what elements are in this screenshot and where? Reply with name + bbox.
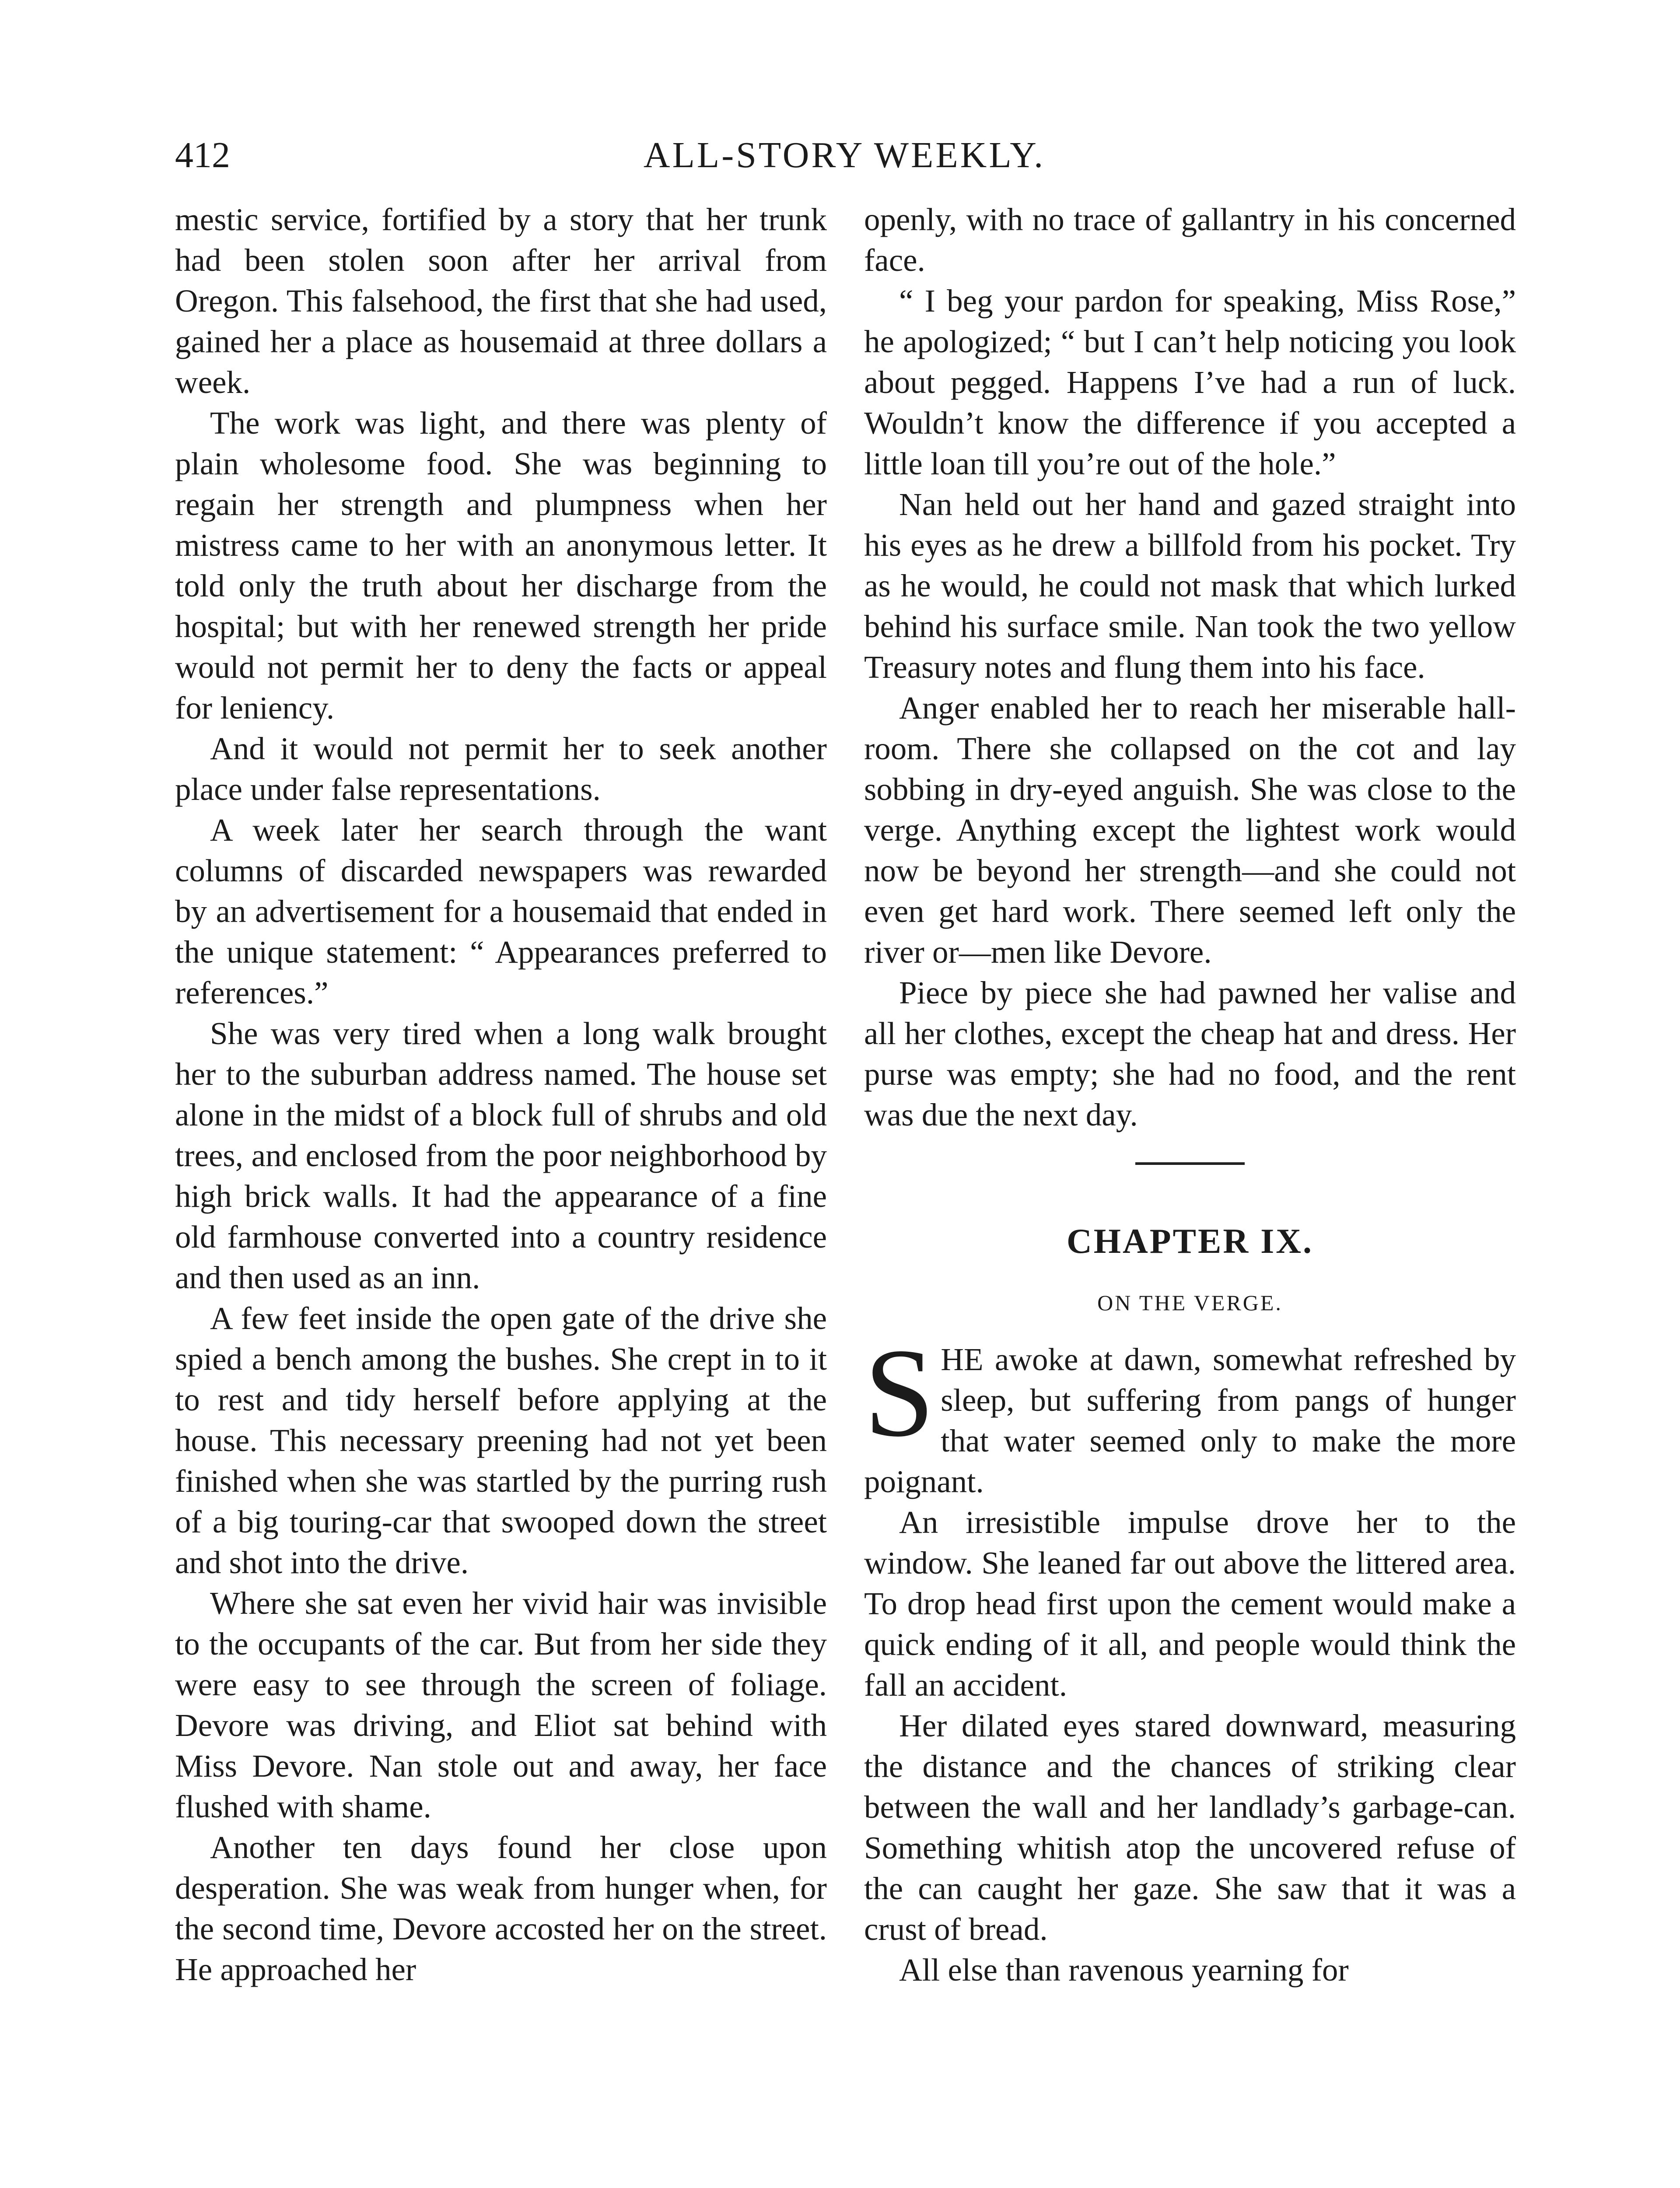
chapter-opening-paragraph [864,1322,1516,1502]
chapter-subtitle: ON THE VERGE. [1097,1290,1283,1315]
paragraph: “ I beg your pardon for speaking, Miss Rose,” he apologized; “ but I can’t help noticing you look about pegged. Happens I’ve had a run of luck. Wouldn’t know the difference if you accepted a little loan till you’re out of the hole.” [864,283,1516,481]
drop-cap: S [864,1322,935,1463]
paragraph: She was very tired when a long walk brought her to the suburban address named. The house set alone in the midst of a block full of shrubs and old trees, and enclosed from the poor neighborhood by high brick walls. It had the appearance of a fine old farmhouse converted into a country residence and then used as an inn. [175,1016,827,1295]
page-number: 412 [175,135,230,175]
running-title: ALL-STORY WEEKLY. [643,135,1046,175]
page-header [175,131,1514,179]
paragraph: The work was light, and there was plenty of plain wholesome food. She was beginning to regain her strength and plumpness when her mistress came to her with an anonymous letter. It told only the truth about her discharge from the hospital; but with her renewed strength her pride would not permit her to deny the facts or appeal for leniency. [175,405,827,726]
paragraph: Where she sat even her vivid hair was invisible to the occupants of the car. But from her side they were easy to see through the screen of foliage. Devore was driving, and Eliot sat behind with Miss Devore. Nan stole out and away, her face flushed with shame. [175,1585,827,1824]
paragraph: Anger enabled her to reach her miserable hall-room. There she collapsed on the cot and lay sobbing in dry-eyed anguish. She was close to the verge. Anything except the lightest work would now be beyond her strength—and she could not even get hard work. There seemed left only the river or—men like Devore. [864,690,1516,970]
paragraph: And it would not permit her to seek another place under false representations. [175,731,827,807]
paragraph: openly, with no trace of gallantry in his concerned face. [864,202,1516,278]
paragraph: Another ten days found her close upon desperation. She was weak from hunger when, for the second time, Devore accosted her on the street. He approached her [175,1830,827,1987]
opening-text: HE awoke at dawn, somewhat refreshed by sleep, but suffering from pangs of hunger that water seemed only to make the more poignant. [864,1342,1516,1499]
left-column [175,199,827,1990]
paragraph: A week later her search through the want columns of discarded newspapers was rewarded by an advertisement for a housemaid that ended in the unique statement: “ Appearances preferred to references.” [175,812,827,1010]
paragraph: Piece by piece she had pawned her valise and all her clothes, except the cheap hat and dress. Her purse was empty; she had no food, and the rent was due the next day. [864,975,1516,1133]
chapter-title: CHAPTER IX. [1066,1222,1314,1261]
paragraph: Nan held out her hand and gazed straight into his eyes as he drew a billfold from his pocket. Try as he would, he could not mask that which lurked behind his surface smile. Nan took the two yellow Treasury notes and flung them into his face. [864,487,1516,685]
paragraph: All else than ravenous yearning for [899,1952,1349,1988]
section-divider [1135,1162,1245,1165]
right-column [864,199,1516,1990]
paragraph: An irresistible impulse drove her to the window. She leaned far out above the littered area. To drop head first upon the cement would make a quick ending of it all, and people would think the fall an accident. [864,1504,1516,1703]
paragraph: Her dilated eyes stared downward, measuring the distance and the chances of striking clear between the wall and her landlady’s garbage-can. Something whitish atop the uncovered refuse of the can caught her gaze. She saw that it was a crust of bread. [864,1708,1516,1947]
paragraph: A few feet inside the open gate of the drive she spied a bench among the bushes. She crept in to it to rest and tidy herself before applying at the house. This necessary preening had not yet been finished when she was startled by the purring rush of a big touring-car that swooped down the street and shot into the drive. [175,1301,827,1580]
paragraph: mestic service, fortified by a story that her trunk had been stolen soon after her arrival from Oregon. This falsehood, the first that she had used, gained her a place as housemaid at three dollars a week. [175,202,827,400]
